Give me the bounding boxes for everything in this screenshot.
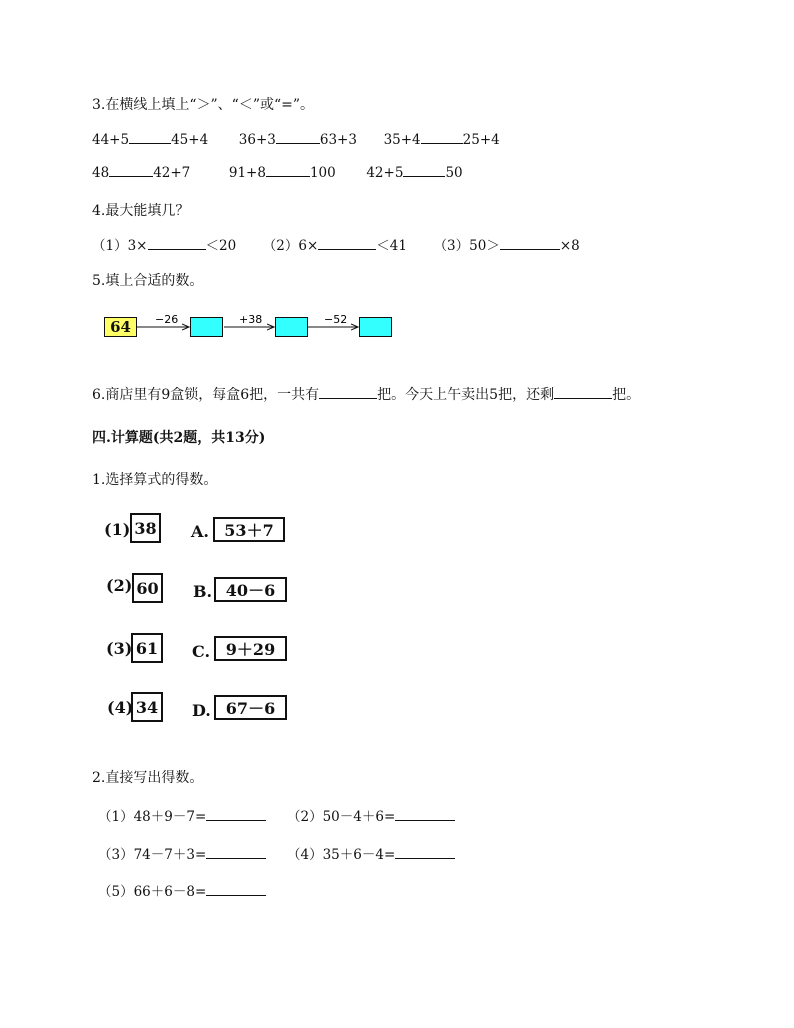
c1-option-a-letter: A.: [191, 522, 209, 541]
c1-row1-index: (1): [104, 520, 131, 539]
section4-title: 四.计算题(共2题，共13分): [92, 430, 266, 446]
q3-r2-b-blank[interactable]: [266, 175, 310, 177]
q3-r2-c-left: 42+5: [366, 165, 404, 181]
q3-r2-a-right: 42+7: [153, 165, 191, 181]
q5-answer-box-3[interactable]: [359, 317, 392, 337]
c1-option-b-letter: B.: [193, 582, 213, 601]
q4-item1-post: ＜20: [205, 238, 237, 254]
c1-row3-index: (3): [106, 639, 133, 658]
q4-row: [92, 234, 580, 254]
q3-r1-a-left: 44+5: [92, 132, 130, 148]
c2-item5-blank[interactable]: [206, 894, 266, 896]
c2-item1: [98, 805, 266, 825]
c2-title: 2.直接写出得数。: [92, 770, 204, 786]
c2-item2-expression: （2）50－4＋6=: [287, 809, 396, 825]
c2-item5: [98, 880, 266, 900]
c1-option-c-expression: 9＋29: [214, 636, 287, 661]
c2-item4: [287, 843, 455, 863]
q6-part2: 把。今天上午卖出5把，还剩: [377, 387, 555, 403]
c1-row2-index: (2): [106, 576, 133, 595]
q4-title: 4.最大能填几？: [92, 203, 190, 219]
q3-r1-b-blank[interactable]: [276, 142, 320, 144]
q3-r2-c-right: 50: [445, 165, 463, 181]
c1-row1-number-box: 38: [130, 513, 161, 543]
q5-answer-box-1[interactable]: [190, 317, 223, 337]
q3-r1-a-right: 45+4: [171, 132, 209, 148]
c2-item1-blank[interactable]: [206, 819, 266, 821]
q3-r2-a-blank[interactable]: [109, 175, 153, 177]
c2-item2-blank[interactable]: [395, 819, 455, 821]
q3-row2: [92, 165, 463, 181]
c2-item4-expression: （4）35＋6－4=: [287, 847, 396, 863]
q6-blank-remaining[interactable]: [554, 397, 612, 399]
q5-start-box: 64: [104, 317, 137, 337]
c1-option-c-letter: C.: [192, 642, 211, 661]
c2-item4-blank[interactable]: [395, 857, 455, 859]
q4-item2-blank[interactable]: [318, 248, 376, 250]
c2-item2: [287, 805, 455, 825]
q4-item3-pre: （3）50＞: [433, 238, 500, 254]
q3-r1-c-blank[interactable]: [421, 142, 463, 144]
q4-item3-blank[interactable]: [500, 248, 560, 250]
q4-item1-blank[interactable]: [148, 248, 206, 250]
q3-r2-b-left: 91+8: [228, 165, 266, 181]
q3-r1-c-left: 35+4: [383, 132, 421, 148]
q3-r2-c-blank[interactable]: [403, 175, 445, 177]
c2-item3: [98, 843, 266, 863]
c1-row4-index: (4): [107, 698, 134, 717]
c1-option-d-letter: D.: [192, 701, 211, 720]
q5-title: 5.填上合适的数。: [92, 273, 204, 289]
c1-option-a-expression: 53＋7: [213, 517, 285, 542]
q3-r1-b-right: 63+3: [319, 132, 357, 148]
q4-item2-pre: （2）6×: [262, 238, 319, 254]
q6-part1: 6.商店里有9盒锁，每盒6把，一共有: [92, 387, 320, 403]
c2-item5-expression: （5）66＋6－8=: [98, 884, 207, 900]
c1-option-d-expression: 67－6: [214, 695, 287, 720]
q3-r2-a-left: 48: [92, 165, 110, 181]
q3-title: 3.在横线上填上“＞”、“＜”或“=”。: [92, 97, 315, 113]
q4-item2-post: ＜41: [376, 238, 407, 254]
q3-r1-c-right: 25+4: [462, 132, 500, 148]
c2-item1-expression: （1）48＋9－7=: [98, 809, 207, 825]
q5-answer-box-2[interactable]: [275, 317, 308, 337]
q3-r1-a-blank[interactable]: [129, 142, 171, 144]
c2-item3-blank[interactable]: [206, 857, 266, 859]
q6-line: [92, 384, 640, 404]
q5-op-3: −52: [324, 313, 348, 326]
c1-title: 1.选择算式的得数。: [92, 472, 218, 488]
q3-r1-b-left: 36+3: [238, 132, 276, 148]
q5-op-2: +38: [239, 313, 263, 326]
c1-row2-number-box: 60: [132, 573, 163, 603]
q5-arrow-chain: [137, 310, 397, 342]
c1-row4-number-box: 34: [131, 692, 163, 722]
c2-item3-expression: （3）74－7＋3=: [98, 847, 207, 863]
c1-option-b-expression: 40－6: [214, 577, 287, 602]
q5-op-1: −26: [155, 313, 179, 326]
q6-blank-total[interactable]: [319, 397, 377, 399]
q6-part3: 把。: [612, 387, 641, 403]
q4-item1-pre: （1）3×: [92, 238, 148, 254]
q3-r2-b-right: 100: [309, 165, 336, 181]
q4-item3-post: ×8: [559, 238, 580, 254]
c1-row3-number-box: 61: [131, 633, 163, 663]
q3-row1: [92, 132, 500, 148]
